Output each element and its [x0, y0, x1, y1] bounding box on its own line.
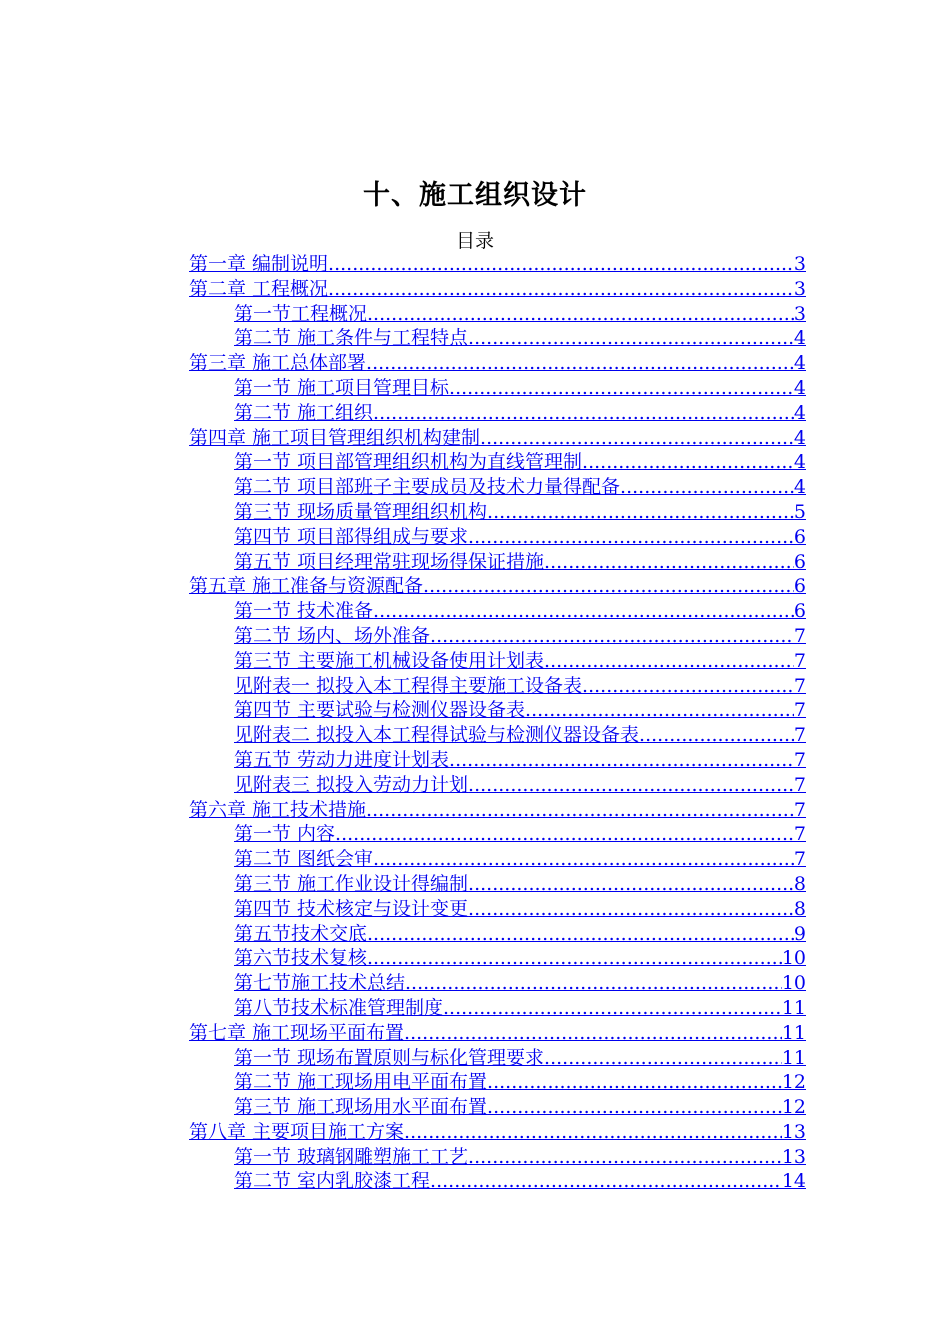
toc-dot-leader: [449, 376, 794, 401]
toc-page-number: 13: [781, 1120, 806, 1143]
toc-section-link[interactable]: [189, 475, 806, 500]
toc-section-link[interactable]: [189, 649, 806, 674]
toc-chapter-link[interactable]: [189, 277, 806, 302]
toc-section-link[interactable]: [189, 723, 806, 748]
toc-entry-label: 第二节 场内、场外准备: [234, 624, 431, 647]
toc-section-link[interactable]: [189, 401, 806, 426]
toc-entry-label: 第一节 玻璃钢雕塑施工工艺: [234, 1145, 469, 1168]
toc-section-link[interactable]: [189, 773, 806, 798]
toc-entry-label: 第一节工程概况: [234, 302, 368, 325]
toc-entry-label: 第二节 室内乳胶漆工程: [234, 1170, 431, 1193]
toc-entry-label: 第二节 施工条件与工程特点: [234, 327, 469, 350]
toc-entry-label: 第一节 现场布置原则与标化管理要求: [234, 1046, 545, 1069]
toc-entry-label: 第四节 项目部得组成与要求: [234, 525, 469, 548]
toc-dot-leader: [544, 1046, 782, 1071]
toc-section-link[interactable]: [189, 302, 806, 327]
toc-page-number: 6: [793, 600, 806, 623]
toc-dot-leader: [328, 252, 794, 277]
toc-section-link[interactable]: [189, 674, 806, 699]
toc-page-number: 7: [793, 649, 806, 672]
toc-page-number: 11: [781, 1021, 806, 1044]
toc-section-link[interactable]: [189, 946, 806, 971]
toc-section-link[interactable]: [189, 624, 806, 649]
toc-dot-leader: [367, 946, 782, 971]
toc-page-number: 4: [793, 376, 806, 399]
toc-page-number: 13: [781, 1145, 806, 1168]
toc-entry-label: 第四章 施工项目管理组织机构建制: [189, 426, 481, 449]
toc-dot-leader: [468, 872, 794, 897]
toc-page-number: 4: [793, 327, 806, 350]
toc-chapter-link[interactable]: [189, 574, 806, 599]
toc-section-link[interactable]: [189, 326, 806, 351]
toc-entry-label: 第五章 施工准备与资源配备: [189, 575, 424, 598]
toc-entry-label: 第五节 项目经理常驻现场得保证措施: [234, 550, 545, 573]
toc-page-number: 14: [781, 1170, 806, 1193]
toc-page-number: 4: [793, 401, 806, 424]
toc-dot-leader: [620, 475, 794, 500]
toc-page-number: 10: [781, 947, 806, 970]
toc-section-link[interactable]: [189, 872, 806, 897]
toc-dot-leader: [582, 450, 794, 475]
toc-section-link[interactable]: [189, 1046, 806, 1071]
toc-page-number: 3: [793, 277, 806, 300]
toc-entry-label: 第三节 现场质量管理组织机构: [234, 500, 488, 523]
toc-chapter-link[interactable]: [189, 351, 806, 376]
toc-dot-leader: [449, 748, 794, 773]
toc-dot-leader: [328, 277, 794, 302]
toc-entry-label: 第一节 项目部管理组织机构为直线管理制: [234, 451, 583, 474]
toc-entry-label: 第四节 技术核定与设计变更: [234, 897, 469, 920]
toc-entry-label: 第二节 施工组织: [234, 401, 374, 424]
toc-entry-label: 第一节 内容: [234, 823, 336, 846]
toc-entry-label: 第三章 施工总体部署: [189, 352, 367, 375]
toc-dot-leader: [404, 1021, 782, 1046]
toc-page-number: 6: [793, 525, 806, 548]
toc-dot-leader: [423, 574, 794, 599]
toc-page-number: 4: [793, 426, 806, 449]
toc-page-number: 5: [793, 500, 806, 523]
toc-dot-leader: [366, 351, 794, 376]
toc-section-link[interactable]: [189, 525, 806, 550]
toc-section-link[interactable]: [189, 847, 806, 872]
toc-page-number: 6: [793, 550, 806, 573]
toc-entry-label: 第七节施工技术总结: [234, 972, 406, 995]
toc-chapter-link[interactable]: [189, 1120, 806, 1145]
toc-entry-label: 第三节 施工现场用水平面布置: [234, 1096, 488, 1119]
toc-dot-leader: [468, 326, 794, 351]
toc-dot-leader: [468, 1145, 782, 1170]
toc-dot-leader: [373, 847, 794, 872]
page-title: 十、施工组织设计: [363, 180, 587, 212]
toc-dot-leader: [544, 649, 794, 674]
toc-page-number: 8: [793, 872, 806, 895]
toc-dot-leader: [487, 500, 794, 525]
toc-page-number: 6: [793, 575, 806, 598]
toc-dot-leader: [544, 550, 794, 575]
toc-dot-leader: [480, 426, 794, 451]
toc-dot-leader: [430, 624, 794, 649]
toc-dot-leader: [404, 1120, 782, 1145]
toc-entry-label: 见附表二 拟投入本工程得试验与检测仪器设备表: [234, 724, 640, 747]
toc-page-number: 4: [793, 352, 806, 375]
toc-page-number: 7: [793, 748, 806, 771]
toc-section-link[interactable]: [189, 748, 806, 773]
toc-section-link[interactable]: [189, 922, 806, 947]
toc-page-number: 11: [781, 996, 806, 1019]
toc-dot-leader: [366, 798, 794, 823]
toc-dot-leader: [487, 1095, 782, 1120]
toc-entry-label: 第六章 施工技术措施: [189, 798, 367, 821]
toc-page-number: 7: [793, 798, 806, 821]
toc-entry-label: 第七章 施工现场平面布置: [189, 1021, 405, 1044]
toc-section-link[interactable]: [189, 550, 806, 575]
toc-chapter-link[interactable]: [189, 426, 806, 451]
toc-page-number: 7: [793, 624, 806, 647]
toc-dot-leader: [367, 922, 794, 947]
toc-entry-label: 第五节 劳动力进度计划表: [234, 748, 450, 771]
toc-dot-leader: [367, 302, 794, 327]
toc-page-number: 8: [793, 897, 806, 920]
toc-page-number: 7: [793, 724, 806, 747]
toc-dot-leader: [468, 525, 794, 550]
toc-entry-label: 第一章 编制说明: [189, 253, 329, 275]
toc-page-number: 10: [781, 972, 806, 995]
toc-dot-leader: [373, 599, 794, 624]
toc-section-link[interactable]: [189, 500, 806, 525]
toc-section-link[interactable]: [189, 1095, 806, 1120]
toc-page-number: 11: [781, 1046, 806, 1069]
toc-dot-leader: [468, 773, 794, 798]
toc-entry-label: 第八章 主要项目施工方案: [189, 1120, 405, 1143]
toc-entry-label: 第三节 施工作业设计得编制: [234, 872, 469, 895]
toc-dot-leader: [443, 996, 782, 1021]
toc-entry-label: 第二章 工程概况: [189, 277, 329, 300]
toc-dot-leader: [430, 1169, 782, 1194]
toc-entry-label: 第八节技术标准管理制度: [234, 996, 444, 1019]
toc-entry-label: 第三节 主要施工机械设备使用计划表: [234, 649, 545, 672]
toc-section-link[interactable]: [189, 1169, 806, 1194]
toc-page-number: 12: [781, 1071, 806, 1094]
toc-chapter-link[interactable]: [189, 798, 806, 823]
toc-entry-label: 第二节 施工现场用电平面布置: [234, 1071, 488, 1094]
toc-dot-leader: [335, 822, 794, 847]
toc-entry-label: 第四节 主要试验与检测仪器设备表: [234, 699, 526, 722]
toc-dot-leader: [487, 1070, 782, 1095]
toc-section-link[interactable]: [189, 822, 806, 847]
toc-dot-leader: [639, 723, 794, 748]
toc-chapter-link[interactable]: [189, 1021, 806, 1046]
toc-entry-label: 第五节技术交底: [234, 922, 368, 945]
toc-page-number: 7: [793, 848, 806, 871]
toc-page-number: 7: [793, 674, 806, 697]
table-of-contents: [189, 252, 806, 1194]
toc-page-number: 7: [793, 699, 806, 722]
toc-entry-label: 见附表一 拟投入本工程得主要施工设备表: [234, 674, 583, 697]
toc-entry-label: 第一节 施工项目管理目标: [234, 376, 450, 399]
toc-dot-leader: [582, 674, 794, 699]
toc-section-link[interactable]: [189, 450, 806, 475]
toc-dot-leader: [373, 401, 794, 426]
toc-dot-leader: [525, 698, 794, 723]
toc-page-number: 4: [793, 476, 806, 499]
toc-entry-label: 第二节 项目部班子主要成员及技术力量得配备: [234, 476, 621, 499]
toc-section-link[interactable]: [189, 1145, 806, 1170]
toc-chapter-link[interactable]: [189, 252, 806, 277]
toc-section-link[interactable]: [189, 599, 806, 624]
toc-page-number: 3: [793, 253, 806, 275]
toc-entry-label: 第二节 图纸会审: [234, 848, 374, 871]
toc-page-number: 7: [793, 773, 806, 796]
toc-entry-label: 第一节 技术准备: [234, 600, 374, 623]
toc-heading: 目录: [455, 230, 494, 252]
toc-dot-leader: [405, 971, 782, 996]
toc-page-number: 4: [793, 451, 806, 474]
toc-entry-label: 第六节技术复核: [234, 947, 368, 970]
toc-section-link[interactable]: [189, 897, 806, 922]
toc-entry-label: 见附表三 拟投入劳动力计划: [234, 773, 469, 796]
toc-page-number: 3: [793, 302, 806, 325]
toc-section-link[interactable]: [189, 996, 806, 1021]
toc-section-link[interactable]: [189, 971, 806, 996]
toc-page-number: 7: [793, 823, 806, 846]
toc-section-link[interactable]: [189, 376, 806, 401]
toc-section-link[interactable]: [189, 1070, 806, 1095]
toc-page-number: 9: [793, 922, 806, 945]
toc-page-number: 12: [781, 1096, 806, 1119]
toc-dot-leader: [468, 897, 794, 922]
toc-section-link[interactable]: [189, 698, 806, 723]
